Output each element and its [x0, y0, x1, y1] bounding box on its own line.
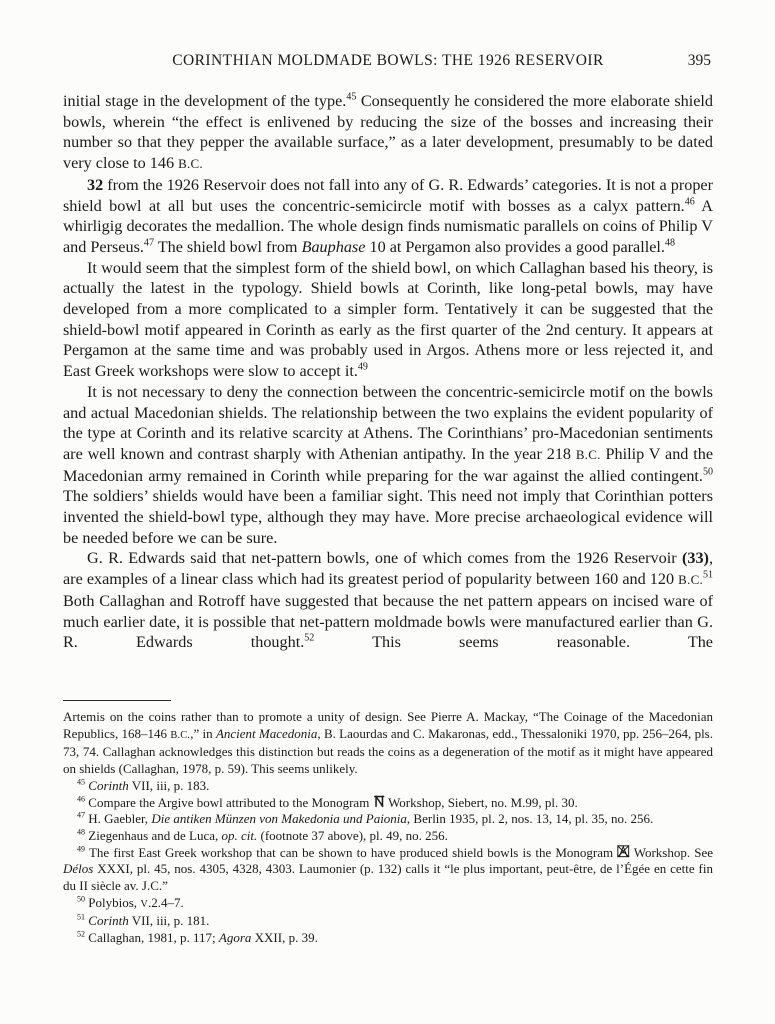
text-segment: Workshop, Siebert, no. M.99, pl. 30. [388, 794, 578, 810]
text-segment: (footnote 37 above), pl. 49, no. 256. [257, 827, 448, 843]
page-number: 395 [687, 52, 711, 69]
text-segment: Philip V and the Macedonian army remained in Corinth while preparing for the war against the allied contingent. [63, 444, 713, 485]
text-segment: , Berlin 1935, pl. 2, nos. 13, 14, pl. 35, no. 256. [406, 811, 654, 827]
text-segment: ,” in [190, 725, 216, 741]
text-segment: Corinth [88, 777, 129, 793]
text-segment: Both Callaghan and Rotroff have suggested that because the net pattern appears on incised ware of much earlier date, it is possible that net-pattern moldmade bowls were manufactured earlier than G. R. Edwards thought. [63, 591, 713, 652]
text-segment: This seems reasonable. The [314, 633, 713, 652]
text-segment: VII, iii, p. 181. [128, 913, 210, 929]
text-segment: B.C. [575, 446, 601, 462]
text-segment: 32 [87, 175, 104, 194]
text-segment: Ziegenhaus and de Luca, [85, 827, 222, 843]
text-segment: Agora [218, 930, 252, 946]
monogram-a-icon [617, 845, 633, 860]
text-segment: VII, iii, p. 183. [128, 777, 210, 793]
text-segment: The first East Greek workshop that can be shown to have produced shield bowls is the Monogram [85, 844, 618, 860]
footnote [63, 913, 713, 930]
text-segment: 52 [77, 929, 86, 939]
text-segment: 46 [77, 794, 86, 804]
footnote [63, 845, 713, 895]
text-segment: G. R. Edwards said that net-pattern bowls, one of which comes from the 1926 Reservoir [87, 549, 682, 568]
text-segment: 50 [702, 466, 713, 478]
text-segment: op. cit. [221, 827, 258, 843]
footnote [63, 709, 713, 778]
text-segment: B.C. [178, 156, 203, 172]
footnote [63, 778, 713, 795]
text-segment: 45 [77, 777, 86, 787]
paragraph [63, 175, 713, 258]
text-segment: Consequently he considered the more elaborate shield bowls, wherein “the effect is enlivened by reducing the size of the bosses and increasing their number so that they pepper the available surface,” as a later development, presumably to be dated very close to 146 [63, 92, 713, 173]
text-segment: (33) [681, 549, 709, 568]
text-segment: Compare the Argive bowl attributed to the Monogram [85, 794, 373, 810]
text-segment: Artemis on the coins rather than to promote a unity of design. See Pierre A. Mackay, “The Coinage of the Macedonian Republics, 168–146 [63, 709, 713, 741]
body-text [63, 91, 713, 697]
text-segment: 48 [664, 237, 676, 249]
paragraph [63, 548, 713, 653]
text-segment: 45 [346, 91, 357, 103]
text-segment: 46 [684, 196, 695, 208]
text-segment: 47 [143, 237, 154, 249]
text-segment: initial stage in the development of the type. [63, 92, 347, 110]
monogram-pa-icon [373, 795, 389, 810]
text-segment: .2.4–7. [148, 894, 184, 910]
footnote [63, 811, 713, 828]
text-segment: 49 [357, 361, 368, 373]
paragraph [63, 258, 713, 382]
text-segment: XXII, p. 39. [251, 930, 318, 946]
text-segment: It would seem that the simplest form of the shield bowl, on which Callaghan based his theory, is actually the latest in the typology. Shield bowls at Corinth, like long-petal bowls, may have developed from a more complicated to a simpler form. Tentatively it can be suggested that the shield-bowl motif appeared in Corinth as early as the first quarter of the 2nd century. It appears at Pergamon at the same time and was probably used in Argos. Athens more or less rejected it, and East Greek workshops were slow to accept it. [63, 258, 713, 381]
footnotes-section [63, 700, 713, 947]
text-segment: from the 1926 Reservoir does not fall into any of G. R. Edwards’ categories. It is not a proper shield bowl at all but uses the concentric-semicircle motif with bosses as a calyx pattern. [63, 175, 713, 215]
footnote-list [63, 709, 713, 947]
text-segment: , are examples of a linear class which had its greatest period of popularity between 160 and 120 [63, 549, 713, 589]
text-segment: The soldiers’ shields would have been a familiar sight. This need not imply that Corinthian potters invented the shield-bowl type, although they may have. More precise archaeological evidence will be needed before we can be sure. [63, 487, 713, 547]
paragraph [63, 382, 713, 549]
text-segment: H. Gaebler, [85, 811, 152, 827]
text-segment: Polybios, [85, 894, 141, 910]
text-segment: 50 [77, 894, 86, 904]
text-segment: The shield bowl from [153, 237, 302, 256]
text-segment: 52 [304, 632, 315, 644]
running-head-title: CORINTHIAN MOLDMADE BOWLS: THE 1926 RESERVOIR [172, 52, 604, 69]
text-segment: 47 [77, 810, 86, 820]
text-segment: Corinth [88, 913, 129, 929]
footnote [63, 828, 713, 845]
text-segment: 10 at Pergamon also provides a good parallel. [365, 237, 665, 256]
footnote-rule [63, 700, 171, 701]
paragraph [63, 91, 713, 175]
text-segment: Die antiken Münzen von Makedonia und Paionia [151, 811, 407, 827]
text-segment: Callaghan, 1981, p. 117; [85, 930, 219, 946]
text-segment: 51 [77, 913, 86, 923]
text-segment: XXXI, pl. 45, nos. 4305, 4328, 4303. Laumonier (p. 132) calls it “le plus important, peut-être, de l’Égée en cette fin du II siècle av. J.C.” [63, 861, 713, 894]
text-segment: B.C. [678, 572, 703, 588]
text-segment: V [140, 898, 149, 910]
text-segment: A whirligig decorates the medallion. The whole design finds numismatic parallels on coins of Philip V and Perseus. [63, 196, 713, 256]
text-segment: 51 [702, 569, 713, 581]
text-segment: , B. Laourdas and C. Makaronas, edd., Thessaloniki 1970, pp. 256–264, pls. 73, 74. Callaghan acknowledges this distinction but reads the coins as a degeneration of the motif as it might have appeared on shields (Callaghan, 1978, p. 59). This seems unlikely. [63, 725, 713, 777]
footnote [63, 795, 713, 812]
text-segment: Workshop. See [633, 844, 714, 860]
text-segment: Délos [63, 861, 94, 877]
text-segment: 48 [77, 827, 86, 837]
text-segment: Bauphase [301, 237, 366, 256]
text-segment: B.C. [170, 729, 191, 741]
footnote [63, 930, 713, 947]
running-head [63, 52, 713, 70]
text-segment: Ancient Macedonia [215, 725, 318, 741]
footnote [63, 895, 713, 914]
text-segment: 49 [77, 844, 86, 854]
text-segment: It is not necessary to deny the connection between the concentric-semicircle motif on the bowls and actual Macedonian shields. The relationship between the two explains the evident popularity of the type at Corinth and its relative scarcity at Athens. The Corinthians’ pro-Macedonian sentiments are well known and contrast sharply with Athenian antipathy. In the year 218 [63, 382, 713, 463]
